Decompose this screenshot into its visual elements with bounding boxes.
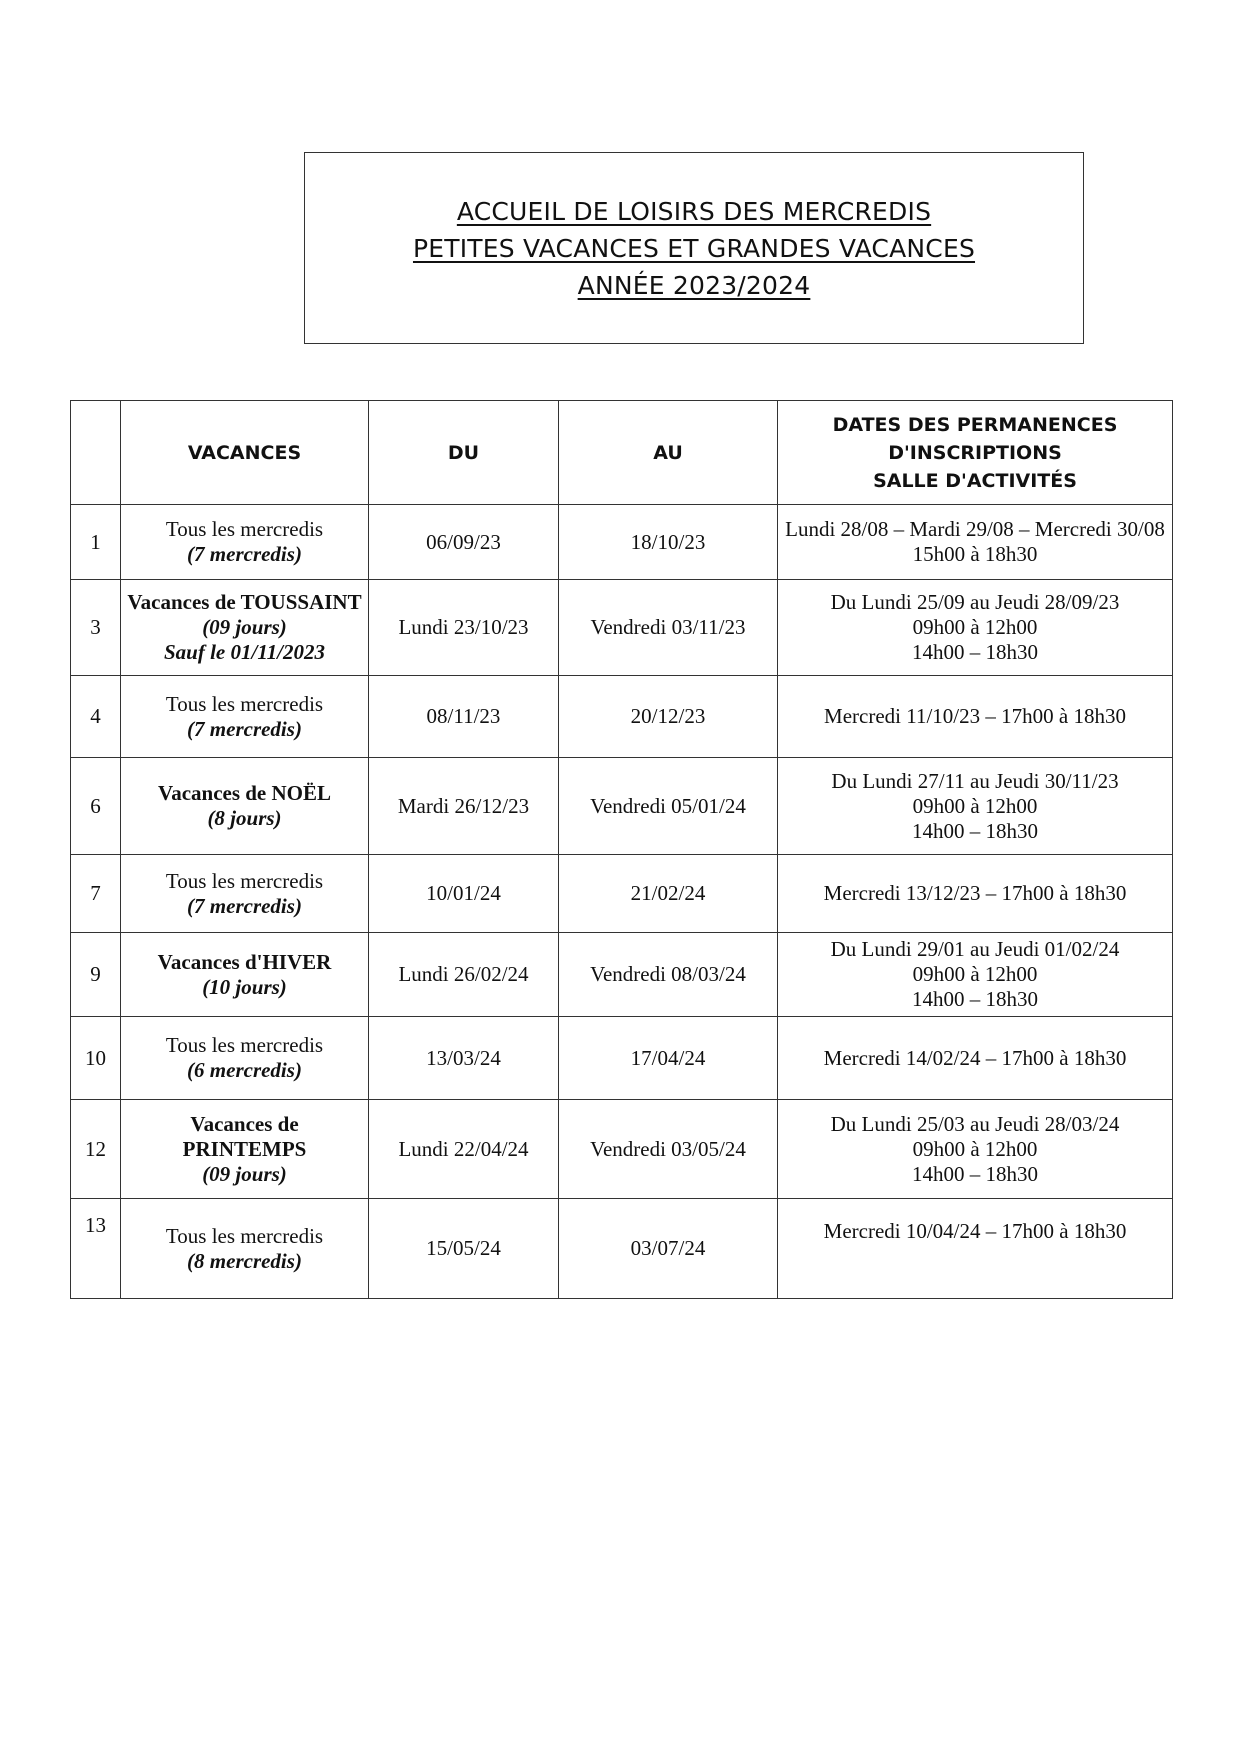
table-row bbox=[71, 580, 1173, 676]
perm-line-2: 09h00 à 12h00 bbox=[912, 793, 1038, 818]
row-vacances bbox=[121, 855, 369, 933]
table-row bbox=[71, 1100, 1173, 1199]
vacances-count: (8 jours) bbox=[207, 806, 282, 830]
vacances-count: (6 mercredis) bbox=[187, 1058, 302, 1082]
perm-header-line-1: DATES DES PERMANENCES bbox=[832, 413, 1118, 436]
row-au: 21/02/24 bbox=[559, 855, 778, 933]
vacances-count: (8 mercredis) bbox=[187, 1248, 302, 1273]
row-du: Lundi 23/10/23 bbox=[369, 580, 559, 676]
perm-line-3: 14h00 – 18h30 bbox=[912, 818, 1038, 843]
perm-line-1: Mercredi 10/04/24 – 17h00 à 18h30 bbox=[823, 1219, 1127, 1243]
perm-line-1: Du Lundi 25/03 au Jeudi 28/03/24 bbox=[830, 1111, 1120, 1136]
col-header-du: DU bbox=[369, 401, 559, 505]
vacances-label: Vacances de bbox=[190, 1111, 299, 1136]
row-du: 10/01/24 bbox=[369, 855, 559, 933]
row-au: Vendredi 03/05/24 bbox=[559, 1100, 778, 1199]
table-row bbox=[71, 1199, 1173, 1299]
perm-header-line-2: D'INSCRIPTIONS bbox=[888, 441, 1062, 464]
perm-header-line-3: SALLE D'ACTIVITÉS bbox=[873, 469, 1077, 492]
row-vacances bbox=[121, 1017, 369, 1100]
perm-line-2: 09h00 à 12h00 bbox=[912, 615, 1038, 639]
perm-line-1: Mercredi 11/10/23 – 17h00 à 18h30 bbox=[824, 704, 1126, 728]
row-du: 06/09/23 bbox=[369, 505, 559, 580]
table-row bbox=[71, 933, 1173, 1017]
vacances-label: Vacances de TOUSSAINT bbox=[127, 590, 362, 614]
vacances-label: Tous les mercredis bbox=[165, 1033, 324, 1057]
vacances-label: Vacances d'HIVER bbox=[157, 949, 332, 974]
vacances-count: (09 jours) bbox=[202, 1161, 287, 1186]
table-row bbox=[71, 855, 1173, 933]
row-au: 03/07/24 bbox=[559, 1199, 778, 1299]
col-header-permanences bbox=[778, 401, 1173, 505]
vacances-count: (10 jours) bbox=[202, 974, 287, 999]
row-permanences bbox=[778, 933, 1173, 1017]
perm-line-2: 15h00 à 18h30 bbox=[912, 542, 1038, 566]
row-permanences bbox=[778, 1199, 1173, 1299]
perm-line-3: 14h00 – 18h30 bbox=[912, 640, 1038, 664]
row-permanences bbox=[778, 1100, 1173, 1199]
row-du: 15/05/24 bbox=[369, 1199, 559, 1299]
row-permanences bbox=[778, 1017, 1173, 1100]
title-box bbox=[304, 152, 1084, 344]
vacances-count: (7 mercredis) bbox=[187, 542, 302, 566]
table-row bbox=[71, 505, 1173, 580]
title-line-2: PETITES VACANCES ET GRANDES VACANCES bbox=[412, 233, 976, 263]
title-line-1: ACCUEIL DE LOISIRS DES MERCREDIS bbox=[456, 196, 932, 226]
perm-line-1: Mercredi 14/02/24 – 17h00 à 18h30 bbox=[823, 1045, 1127, 1070]
col-header-num bbox=[71, 401, 121, 505]
row-au: 20/12/23 bbox=[559, 676, 778, 758]
row-number: 7 bbox=[71, 855, 121, 933]
schedule-table bbox=[70, 400, 1173, 1299]
row-number: 13 bbox=[71, 1199, 121, 1299]
row-permanences bbox=[778, 580, 1173, 676]
row-permanences bbox=[778, 505, 1173, 580]
perm-line-2: 09h00 à 12h00 bbox=[912, 962, 1038, 986]
row-number: 10 bbox=[71, 1017, 121, 1100]
vacances-count: (7 mercredis) bbox=[187, 716, 302, 741]
row-au: Vendredi 08/03/24 bbox=[559, 933, 778, 1017]
row-du: 08/11/23 bbox=[369, 676, 559, 758]
row-number: 4 bbox=[71, 676, 121, 758]
perm-line-2: 09h00 à 12h00 bbox=[912, 1136, 1038, 1161]
vacances-label-2: PRINTEMPS bbox=[182, 1136, 307, 1161]
row-permanences bbox=[778, 855, 1173, 933]
row-number: 12 bbox=[71, 1100, 121, 1199]
perm-line-3: 14h00 – 18h30 bbox=[912, 1161, 1038, 1186]
row-au: Vendredi 05/01/24 bbox=[559, 758, 778, 855]
row-number: 3 bbox=[71, 580, 121, 676]
perm-line-1: Du Lundi 25/09 au Jeudi 28/09/23 bbox=[830, 590, 1120, 614]
vacances-label: Tous les mercredis bbox=[165, 1223, 324, 1248]
perm-line-1: Du Lundi 29/01 au Jeudi 01/02/24 bbox=[830, 937, 1120, 961]
row-vacances bbox=[121, 1100, 369, 1199]
row-vacances bbox=[121, 1199, 369, 1299]
row-vacances bbox=[121, 758, 369, 855]
vacances-label: Tous les mercredis bbox=[165, 517, 324, 541]
row-permanences bbox=[778, 758, 1173, 855]
row-au: Vendredi 03/11/23 bbox=[559, 580, 778, 676]
perm-line-1: Mercredi 13/12/23 – 17h00 à 18h30 bbox=[823, 881, 1127, 905]
perm-line-1: Du Lundi 27/11 au Jeudi 30/11/23 bbox=[831, 768, 1119, 793]
row-au: 17/04/24 bbox=[559, 1017, 778, 1100]
row-vacances bbox=[121, 505, 369, 580]
table-row bbox=[71, 676, 1173, 758]
row-du: 13/03/24 bbox=[369, 1017, 559, 1100]
row-permanences bbox=[778, 676, 1173, 758]
col-header-vacances: VACANCES bbox=[121, 401, 369, 505]
row-number: 6 bbox=[71, 758, 121, 855]
row-du: Mardi 26/12/23 bbox=[369, 758, 559, 855]
vacances-label: Tous les mercredis bbox=[165, 691, 324, 716]
row-du: Lundi 26/02/24 bbox=[369, 933, 559, 1017]
perm-line-1: Lundi 28/08 – Mardi 29/08 – Mercredi 30/08 bbox=[785, 517, 1165, 541]
col-header-au: AU bbox=[559, 401, 778, 505]
table-row bbox=[71, 1017, 1173, 1100]
vacances-count: (7 mercredis) bbox=[187, 893, 302, 918]
row-du: Lundi 22/04/24 bbox=[369, 1100, 559, 1199]
vacances-exception: Sauf le 01/11/2023 bbox=[163, 640, 326, 664]
row-number: 9 bbox=[71, 933, 121, 1017]
row-au: 18/10/23 bbox=[559, 505, 778, 580]
row-vacances bbox=[121, 933, 369, 1017]
table-row bbox=[71, 758, 1173, 855]
header-row bbox=[71, 401, 1173, 505]
row-vacances bbox=[121, 580, 369, 676]
vacances-count: (09 jours) bbox=[202, 615, 287, 639]
title-line-3: ANNÉE 2023/2024 bbox=[577, 270, 811, 300]
perm-line-3: 14h00 – 18h30 bbox=[912, 987, 1038, 1011]
vacances-label: Tous les mercredis bbox=[165, 868, 324, 893]
row-number: 1 bbox=[71, 505, 121, 580]
row-vacances bbox=[121, 676, 369, 758]
vacances-label: Vacances de NOËL bbox=[157, 781, 332, 805]
